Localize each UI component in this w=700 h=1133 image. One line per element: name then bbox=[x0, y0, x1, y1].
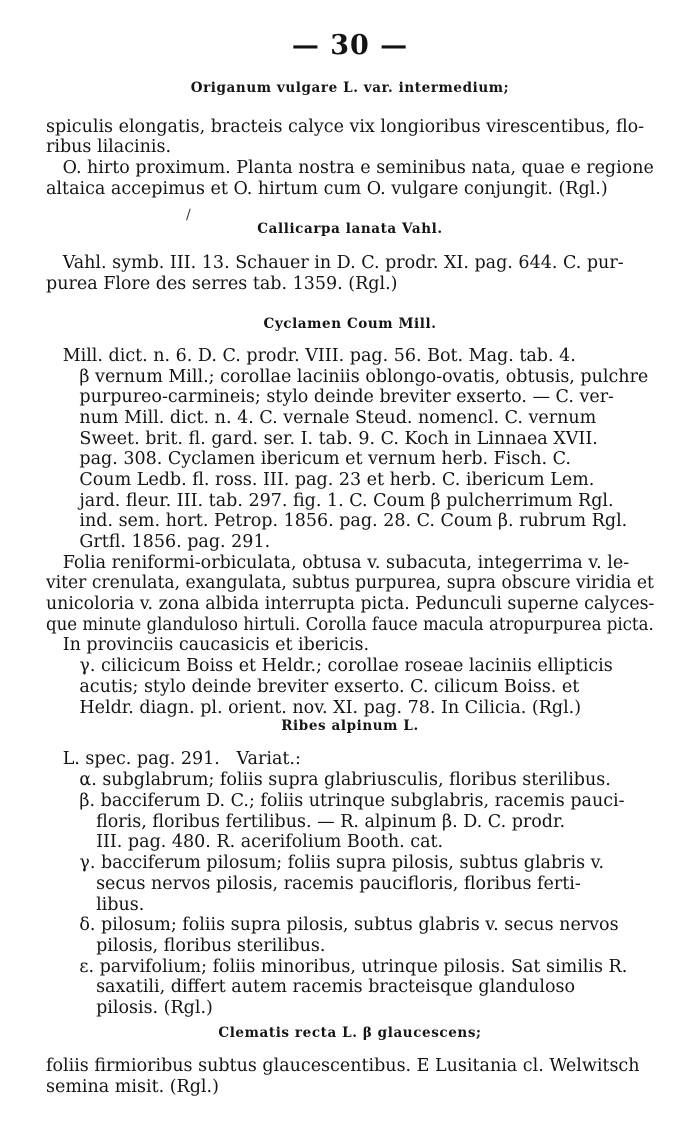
page-number: — 30 — bbox=[291, 30, 409, 61]
text-line: γ. cilicicum Boiss et Heldr.; corollae roseae laciniis ellipticis bbox=[46, 656, 613, 676]
text-line: β. bacciferum D. C.; foliis utrinque subglabris, racemis pauci- bbox=[46, 791, 625, 811]
ink-mark: ∕ bbox=[186, 207, 191, 223]
text-line: In provinciis caucasicis et ibericis. bbox=[46, 635, 370, 655]
text-line: ribus lilacinis. bbox=[46, 137, 172, 157]
text-line: ind. sem. hort. Petrop. 1856. pag. 28. C. Coum β. rubrum Rgl. bbox=[46, 511, 628, 531]
section-heading-clematis: Clematis recta L. β glaucescens; bbox=[218, 1025, 482, 1041]
text-line: foliis firmioribus subtus glaucescentibus. E Lusitania cl. Welwitsch bbox=[46, 1056, 640, 1076]
text-line: acutis; stylo deinde breviter exserto. C. cilicum Boiss. et bbox=[46, 677, 580, 697]
text-line: floris, floribus fertilibus. — R. alpinum β. D. C. prodr. bbox=[46, 812, 566, 832]
text-line: pilosis, floribus sterilibus. bbox=[46, 936, 326, 956]
text-line: viter crenulata, exangulata, subtus purpurea, supra obscure viridia et bbox=[46, 573, 654, 593]
text-line: que minute glanduloso hirtuli. Corolla fauce macula atropurpurea picta. bbox=[46, 615, 654, 635]
text-line: secus nervos pilosis, racemis paucifloris, floribus ferti- bbox=[46, 874, 581, 894]
text-line: purea Flore des serres tab. 1359. (Rgl.) bbox=[46, 274, 398, 294]
section-heading-ribes: Ribes alpinum L. bbox=[281, 718, 419, 734]
text-line: δ. pilosum; foliis supra pilosis, subtus glabris v. secus nervos bbox=[46, 915, 619, 935]
text-line: pilosis. (Rgl.) bbox=[46, 998, 213, 1018]
text-line: Sweet. brit. fl. gard. ser. I. tab. 9. C. Koch in Linnaea XVII. bbox=[46, 429, 598, 449]
text-line: altaica accepimus et O. hirtum cum O. vulgare conjungit. (Rgl.) bbox=[46, 179, 608, 199]
section-heading-callicarpa: Callicarpa lanata Vahl. bbox=[257, 221, 443, 237]
text-line: L. spec. pag. 291. Variat.: bbox=[46, 749, 301, 769]
text-line: Mill. dict. n. 6. D. C. prodr. VIII. pag. 56. Bot. Mag. tab. 4. bbox=[46, 346, 576, 366]
text-line: α. subglabrum; foliis supra glabriusculis, floribus sterilibus. bbox=[46, 770, 611, 790]
text-line: O. hirto proximum. Planta nostra e seminibus nata, quae e regione bbox=[46, 158, 654, 178]
text-line: spiculis elongatis, bracteis calyce vix longioribus virescentibus, flo- bbox=[46, 117, 645, 137]
text-line: Heldr. diagn. pl. orient. nov. XI. pag. 78. In Cilicia. (Rgl.) bbox=[46, 698, 582, 718]
text-line: Folia reniformi-orbiculata, obtusa v. subacuta, integerrima v. le- bbox=[46, 553, 630, 573]
text-line: unicoloria v. zona albida interrupta picta. Pedunculi superne calyces- bbox=[46, 594, 655, 614]
section-heading-origanum: Origanum vulgare L. var. intermedium; bbox=[190, 80, 510, 96]
text-line: β vernum Mill.; corollae laciniis oblongo-ovatis, obtusis, pulchre bbox=[46, 367, 649, 387]
text-line: γ. bacciferum pilosum; foliis supra pilosis, subtus glabris v. bbox=[46, 853, 605, 873]
section-heading-cyclamen: Cyclamen Coum Mill. bbox=[263, 316, 437, 332]
text-line: saxatili, differt autem racemis bracteisque glanduloso bbox=[46, 977, 576, 997]
text-line: III. pag. 480. R. acerifolium Booth. cat. bbox=[46, 832, 444, 852]
text-line: semina misit. (Rgl.) bbox=[46, 1077, 219, 1097]
text-line: jard. fleur. III. tab. 297. fig. 1. C. Coum β pulcherrimum Rgl. bbox=[46, 491, 614, 511]
text-line: Grtfl. 1856. pag. 291. bbox=[46, 532, 271, 552]
text-line: ε. parvifolium; foliis minoribus, utrinque pilosis. Sat similis R. bbox=[46, 957, 628, 977]
text-line: num Mill. dict. n. 4. C. vernale Steud. nomencl. C. vernum bbox=[46, 408, 597, 428]
text-line: purpureo-carmineis; stylo deinde breviter exserto. — C. ver- bbox=[46, 387, 614, 407]
text-line: libus. bbox=[46, 895, 145, 915]
text-line: Vahl. symb. III. 13. Schauer in D. C. prodr. XI. pag. 644. C. pur- bbox=[46, 253, 624, 273]
text-line: Coum Ledb. fl. ross. III. pag. 23 et herb. C. ibericum Lem. bbox=[46, 470, 595, 490]
text-line: pag. 308. Cyclamen ibericum et vernum herb. Fisch. C. bbox=[46, 449, 571, 469]
